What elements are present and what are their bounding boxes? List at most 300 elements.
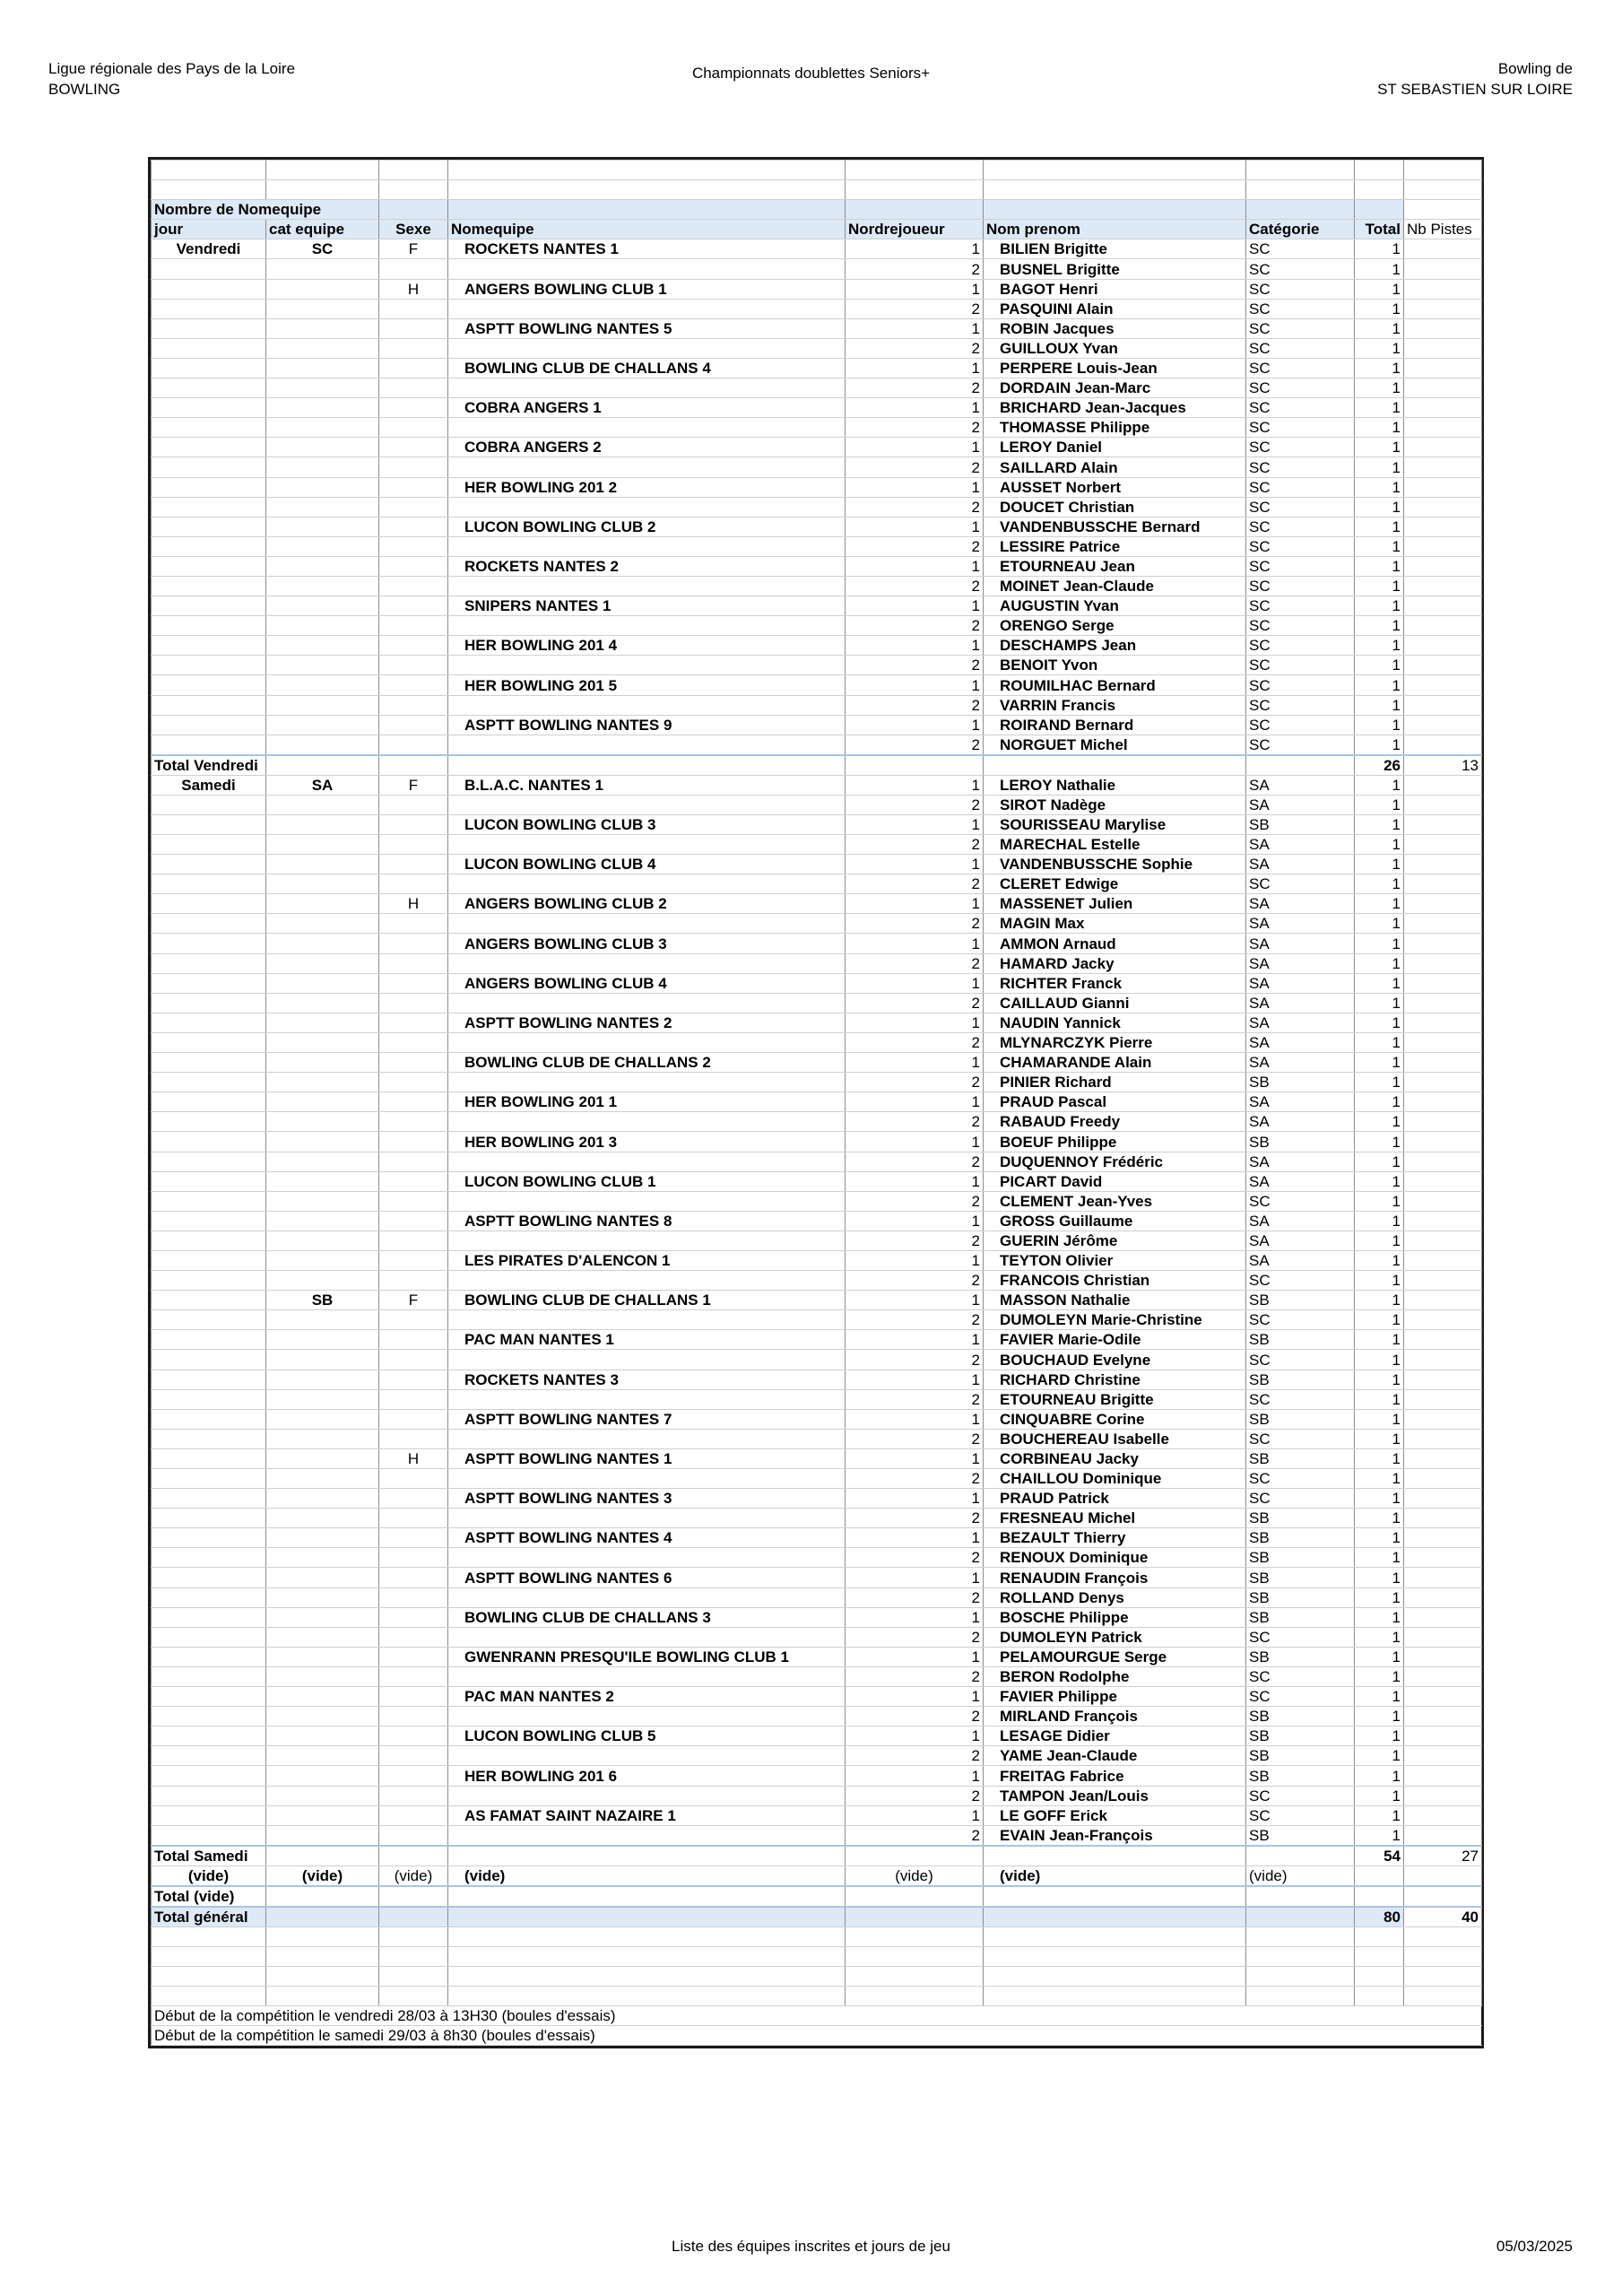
cell-categorie: SC [1246,318,1355,338]
cell-jour [152,1548,266,1568]
cell-cat-equipe [266,457,379,477]
cell-nom-prenom: RABAUD Freedy [984,1112,1246,1132]
cell-nomequipe [448,953,846,973]
cell-sexe: F [379,239,448,259]
cell-sexe [379,735,448,755]
cell-nom-prenom: PRAUD Patrick [984,1489,1246,1509]
cell-nordrejoueur: 1 [846,438,984,457]
cell-nordrejoueur: 2 [846,1707,984,1726]
cell-nomequipe: AS FAMAT SAINT NAZAIRE 1 [448,1805,846,1825]
cell-nomequipe [448,1350,846,1370]
table-row [152,358,1482,378]
table-row [152,1330,1482,1350]
cell-cat-equipe [266,1429,379,1448]
cell-nordrejoueur: 2 [846,576,984,596]
cell-nordrejoueur: 2 [846,695,984,715]
cell-nom-prenom: ROIRAND Bernard [984,715,1246,735]
cell-nom-prenom: ETOURNEAU Brigitte [984,1389,1246,1409]
cell-sexe [379,1250,448,1270]
cell-total: 1 [1355,894,1404,914]
cell-categorie: SC [1246,497,1355,517]
cell-total: 1 [1355,1211,1404,1231]
cell-nomequipe: COBRA ANGERS 2 [448,438,846,457]
table-row [152,914,1482,934]
cell-nom-prenom: LESSIRE Patrice [984,536,1246,556]
cell-cat-equipe: SC [266,239,379,259]
cell-categorie: SC [1246,1310,1355,1330]
cell-jour [152,1568,266,1587]
cell-categorie: SA [1246,1053,1355,1073]
cell-nordrejoueur: 2 [846,338,984,358]
cell-nb-pistes [1404,1687,1482,1707]
cell-total: 1 [1355,993,1404,1013]
cell-jour [152,1448,266,1468]
cell-total: 1 [1355,1548,1404,1568]
cell-nomequipe: GWENRANN PRESQU'ILE BOWLING CLUB 1 [448,1647,846,1666]
cell-categorie: SA [1246,775,1355,795]
cell-nb-pistes [1404,259,1482,279]
cell-nom-prenom: FAVIER Marie-Odile [984,1330,1246,1350]
cell-nomequipe: ASPTT BOWLING NANTES 2 [448,1013,846,1032]
cell-jour [152,1350,266,1370]
subtotal-row [152,1846,1482,1866]
cell-categorie: SA [1246,855,1355,874]
cell-nordrejoueur: 2 [846,418,984,438]
cell-total: 1 [1355,259,1404,279]
cell-cat-equipe [266,517,379,536]
cell-total: 1 [1355,1389,1404,1409]
cell-nom-prenom: MAGIN Max [984,914,1246,934]
cell-cat-equipe [266,259,379,279]
cell-total: 1 [1355,1587,1404,1607]
cell-total: 1 [1355,855,1404,874]
table-row [152,576,1482,596]
cell-nomequipe: BOWLING CLUB DE CHALLANS 4 [448,358,846,378]
cell-total: 1 [1355,438,1404,457]
cell-cat-equipe [266,1191,379,1211]
cell-total: 1 [1355,1429,1404,1448]
cell-total: 1 [1355,1013,1404,1032]
cell-sexe [379,1032,448,1052]
cell-nb-pistes [1404,457,1482,477]
cell-categorie: SC [1246,1687,1355,1707]
table-row [152,1132,1482,1152]
cell-cat-equipe [266,993,379,1013]
cell-nomequipe [448,1666,846,1686]
empty-cell [448,1886,846,1907]
table-row [152,1092,1482,1112]
cell-nordrejoueur: 2 [846,1786,984,1805]
cell-nb-pistes [1404,1211,1482,1231]
cell-nomequipe: HER BOWLING 201 6 [448,1766,846,1786]
cell-nom-prenom: MOINET Jean-Claude [984,576,1246,596]
cell-sexe [379,497,448,517]
cell-jour [152,1250,266,1270]
cell-jour [152,1152,266,1171]
cell-total: 1 [1355,1528,1404,1548]
cell-sexe: F [379,1291,448,1310]
cell-nomequipe [448,1112,846,1132]
empty-cell [448,1846,846,1866]
cell-nomequipe: ASPTT BOWLING NANTES 8 [448,1211,846,1231]
cell-nb-pistes [1404,934,1482,953]
cell-jour [152,1509,266,1528]
cell-sexe [379,556,448,576]
cell-sexe [379,457,448,477]
cell-nb-pistes [1404,1032,1482,1052]
cell-nom-prenom: DOUCET Christian [984,497,1246,517]
cell-nb-pistes [1404,874,1482,894]
pivot-count-label: Nombre de Nomequipe [152,200,379,220]
competition-start-note: Début de la compétition le samedi 29/03 à 8h30 (boules d'essais) [152,2026,1482,2046]
cell-cat-equipe [266,795,379,814]
cell-nom-prenom: PELAMOURGUE Serge [984,1647,1246,1666]
cell-cat-equipe [266,378,379,398]
table-row [152,1250,1482,1270]
cell-nomequipe: HER BOWLING 201 5 [448,675,846,695]
cell-cat-equipe [266,1409,379,1429]
table-row [152,1429,1482,1448]
cell-nomequipe [448,993,846,1013]
cell-nordrejoueur: 1 [846,775,984,795]
cell-total: 1 [1355,1310,1404,1330]
cell-nb-pistes [1404,1587,1482,1607]
table-row [152,1013,1482,1032]
empty-cell [379,1886,448,1907]
cell-nomequipe [448,1746,846,1766]
cell-categorie: SA [1246,1171,1355,1191]
cell-nb-pistes [1404,1291,1482,1310]
cell-sexe [379,1805,448,1825]
blank-row [152,180,1482,200]
cell-nom-prenom: SAILLARD Alain [984,457,1246,477]
col-jour: jour [152,220,266,239]
cell-jour [152,398,266,418]
cell-sexe: (vide) [379,1866,448,1886]
cell-categorie: SC [1246,438,1355,457]
cell-nb-pistes [1404,993,1482,1013]
cell-total: 1 [1355,695,1404,715]
cell-jour [152,299,266,318]
cell-cat-equipe [266,874,379,894]
cell-total: 1 [1355,775,1404,795]
cell-sexe [379,1152,448,1171]
cell-jour [152,259,266,279]
cell-nomequipe [448,1231,846,1250]
table-row [152,1469,1482,1489]
cell-total: 1 [1355,596,1404,616]
cell-jour [152,874,266,894]
cell-sexe [379,675,448,695]
cell-nordrejoueur: 1 [846,1726,984,1746]
cell-jour [152,358,266,378]
empty-cell [984,1846,1246,1866]
cell-categorie: SB [1246,1568,1355,1587]
cell-nb-pistes [1404,1568,1482,1587]
cell-total: 1 [1355,477,1404,497]
cell-nordrejoueur: 2 [846,1627,984,1647]
cell-cat-equipe [266,338,379,358]
cell-nom-prenom: PRAUD Pascal [984,1092,1246,1112]
table-row [152,418,1482,438]
cell-total: 1 [1355,1112,1404,1132]
table-row [152,1448,1482,1468]
cell-cat-equipe [266,1370,379,1389]
cell-nomequipe: LES PIRATES D'ALENCON 1 [448,1250,846,1270]
table-row [152,1271,1482,1291]
cell-sexe [379,1053,448,1073]
cell-nomequipe: ASPTT BOWLING NANTES 3 [448,1489,846,1509]
cell-sexe [379,934,448,953]
cell-nordrejoueur: 2 [846,874,984,894]
cell-jour [152,973,266,993]
cell-categorie: SC [1246,378,1355,398]
cell-nomequipe: ROCKETS NANTES 2 [448,556,846,576]
cell-nomequipe: ROCKETS NANTES 3 [448,1370,846,1389]
blank-row [152,1946,1482,1966]
cell-total: 1 [1355,1666,1404,1686]
cell-nb-pistes: 13 [1404,755,1482,776]
cell-categorie: SA [1246,1013,1355,1032]
cell-sexe: H [379,894,448,914]
cell-jour [152,835,266,855]
table-row [152,715,1482,735]
cell-jour [152,477,266,497]
cell-total: 1 [1355,1132,1404,1152]
cell-nordrejoueur: 2 [846,993,984,1013]
cell-categorie: SC [1246,874,1355,894]
cell-sexe: F [379,775,448,795]
cell-categorie: SB [1246,1409,1355,1429]
table-row [152,1805,1482,1825]
cell-jour [152,1271,266,1291]
cell-nom-prenom: AUSSET Norbert [984,477,1246,497]
cell-cat-equipe [266,735,379,755]
cell-total: 1 [1355,1171,1404,1191]
cell-nomequipe [448,1152,846,1171]
cell-total: 1 [1355,814,1404,834]
table-row [152,1786,1482,1805]
cell-nomequipe [448,835,846,855]
cell-nb-pistes [1404,1509,1482,1528]
cell-nom-prenom: TEYTON Olivier [984,1250,1246,1270]
cell-sexe [379,378,448,398]
cell-total: 1 [1355,934,1404,953]
cell-cat-equipe [266,675,379,695]
cell-cat-equipe [266,1231,379,1250]
cell-nomequipe: ASPTT BOWLING NANTES 4 [448,1528,846,1548]
cell-categorie: SB [1246,1448,1355,1468]
table-row [152,1746,1482,1766]
cell-nb-pistes [1404,855,1482,874]
cell-total: 1 [1355,1509,1404,1528]
cell-nomequipe [448,1429,846,1448]
cell-categorie: SC [1246,1429,1355,1448]
cell-cat-equipe [266,1805,379,1825]
table-row [152,1666,1482,1686]
cell-cat-equipe [266,1707,379,1726]
cell-categorie: SA [1246,1112,1355,1132]
cell-nomequipe [448,914,846,934]
cell-categorie: SB [1246,1587,1355,1607]
cell-nb-pistes [1404,1528,1482,1548]
cell-categorie: SC [1246,695,1355,715]
table-row [152,814,1482,834]
cell-nb-pistes [1404,973,1482,993]
cell-nb-pistes [1404,675,1482,695]
cell-nomequipe: ASPTT BOWLING NANTES 7 [448,1409,846,1429]
cell-nb-pistes [1404,596,1482,616]
table-row [152,636,1482,656]
blank-row [152,161,1482,180]
cell-nordrejoueur: 2 [846,1271,984,1291]
cell-sexe [379,1409,448,1429]
cell-nomequipe: PAC MAN NANTES 2 [448,1687,846,1707]
cell-nordrejoueur: 2 [846,1310,984,1330]
cell-sexe [379,1707,448,1726]
cell-jour [152,497,266,517]
table-row [152,1211,1482,1231]
cell-nomequipe [448,735,846,755]
cell-jour [152,536,266,556]
table-row [152,438,1482,457]
cell-categorie: SB [1246,1132,1355,1152]
cell-nomequipe [448,695,846,715]
table-row [152,953,1482,973]
cell-nomequipe [448,1509,846,1528]
cell-nomequipe [448,576,846,596]
cell-nb-pistes [1404,656,1482,675]
cell-categorie: SC [1246,1191,1355,1211]
cell-nb-pistes [1404,1666,1482,1686]
cell-sexe [379,398,448,418]
cell-total: 1 [1355,338,1404,358]
cell-nb-pistes [1404,1647,1482,1666]
table-row [152,1548,1482,1568]
cell-nordrejoueur: 1 [846,477,984,497]
cell-categorie: SC [1246,259,1355,279]
cell-nomequipe [448,1786,846,1805]
cell-categorie: SB [1246,1073,1355,1092]
cell-sexe [379,1191,448,1211]
table-row [152,1568,1482,1587]
cell-nordrejoueur: 1 [846,675,984,695]
cell-nomequipe: BOWLING CLUB DE CHALLANS 1 [448,1291,846,1310]
table-row [152,378,1482,398]
cell-nb-pistes [1404,576,1482,596]
empty-cell [1246,1907,1355,1927]
cell-cat-equipe [266,695,379,715]
cell-categorie: SB [1246,1707,1355,1726]
cell-jour [152,1429,266,1448]
cell-jour [152,418,266,438]
cell-sexe [379,835,448,855]
table-row [152,675,1482,695]
cell-sexe [379,1231,448,1250]
cell-sexe [379,993,448,1013]
cell-categorie: SA [1246,1092,1355,1112]
cell-nomequipe [448,497,846,517]
cell-total: 1 [1355,1092,1404,1112]
cell-nordrejoueur: 1 [846,1528,984,1548]
empty-cell [846,1846,984,1866]
cell-categorie: SA [1246,894,1355,914]
col-total: Total [1355,220,1404,239]
cell-total: 1 [1355,556,1404,576]
cell-total: 1 [1355,1489,1404,1509]
table-row [152,318,1482,338]
table-row [152,477,1482,497]
cell-sexe [379,338,448,358]
cell-jour [152,1053,266,1073]
cell-categorie: SC [1246,457,1355,477]
cell-jour [152,636,266,656]
cell-nordrejoueur: 1 [846,814,984,834]
cell-jour [152,517,266,536]
cell-nom-prenom: CHAMARANDE Alain [984,1053,1246,1073]
cell-nomequipe: BOWLING CLUB DE CHALLANS 2 [448,1053,846,1073]
cell-nordrejoueur: 1 [846,1250,984,1270]
cell-total: 1 [1355,973,1404,993]
cell-nordrejoueur: 2 [846,1746,984,1766]
cell-nordrejoueur: 2 [846,299,984,318]
table-row [152,299,1482,318]
cell-total: 1 [1355,457,1404,477]
cell-nb-pistes [1404,795,1482,814]
cell-cat-equipe [266,1389,379,1409]
cell-nom-prenom: RENAUDIN François [984,1568,1246,1587]
cell-cat-equipe [266,855,379,874]
cell-jour [152,596,266,616]
cell-cat-equipe [266,1350,379,1370]
cell-total: 1 [1355,1191,1404,1211]
cell-jour [152,1092,266,1112]
note-row [152,2026,1482,2046]
cell-sexe [379,1489,448,1509]
header-right [1377,58,1573,100]
cell-nom-prenom: DESCHAMPS Jean [984,636,1246,656]
cell-sexe [379,1132,448,1152]
cell-categorie: SC [1246,576,1355,596]
cell-categorie: SA [1246,1152,1355,1171]
cell-nom-prenom: YAME Jean-Claude [984,1746,1246,1766]
table-row [152,259,1482,279]
cell-jour [152,616,266,636]
cell-categorie: SB [1246,1528,1355,1548]
cell-nb-pistes [1404,616,1482,636]
cell-nordrejoueur: 2 [846,457,984,477]
cell-nomequipe: ANGERS BOWLING CLUB 2 [448,894,846,914]
cell-jour [152,1211,266,1231]
cell-cat-equipe [266,438,379,457]
cell-sexe [379,1607,448,1627]
cell-categorie: SC [1246,1271,1355,1291]
cell-nordrejoueur: 1 [846,1448,984,1468]
empty-cell [846,1907,984,1927]
cell-cat-equipe [266,1211,379,1231]
empty-cell [1246,1846,1355,1866]
cell-cat-equipe [266,1568,379,1587]
cell-total: 80 [1355,1907,1404,1927]
empty-cell [379,1846,448,1866]
cell-nb-pistes [1404,1548,1482,1568]
cell-cat-equipe [266,497,379,517]
cell-categorie: SC [1246,656,1355,675]
cell-jour [152,914,266,934]
cell-total: 54 [1355,1846,1404,1866]
empty-cell [448,755,846,776]
competition-start-note: Début de la compétition le vendredi 28/03 à 13H30 (boules d'essais) [152,2006,1482,2026]
